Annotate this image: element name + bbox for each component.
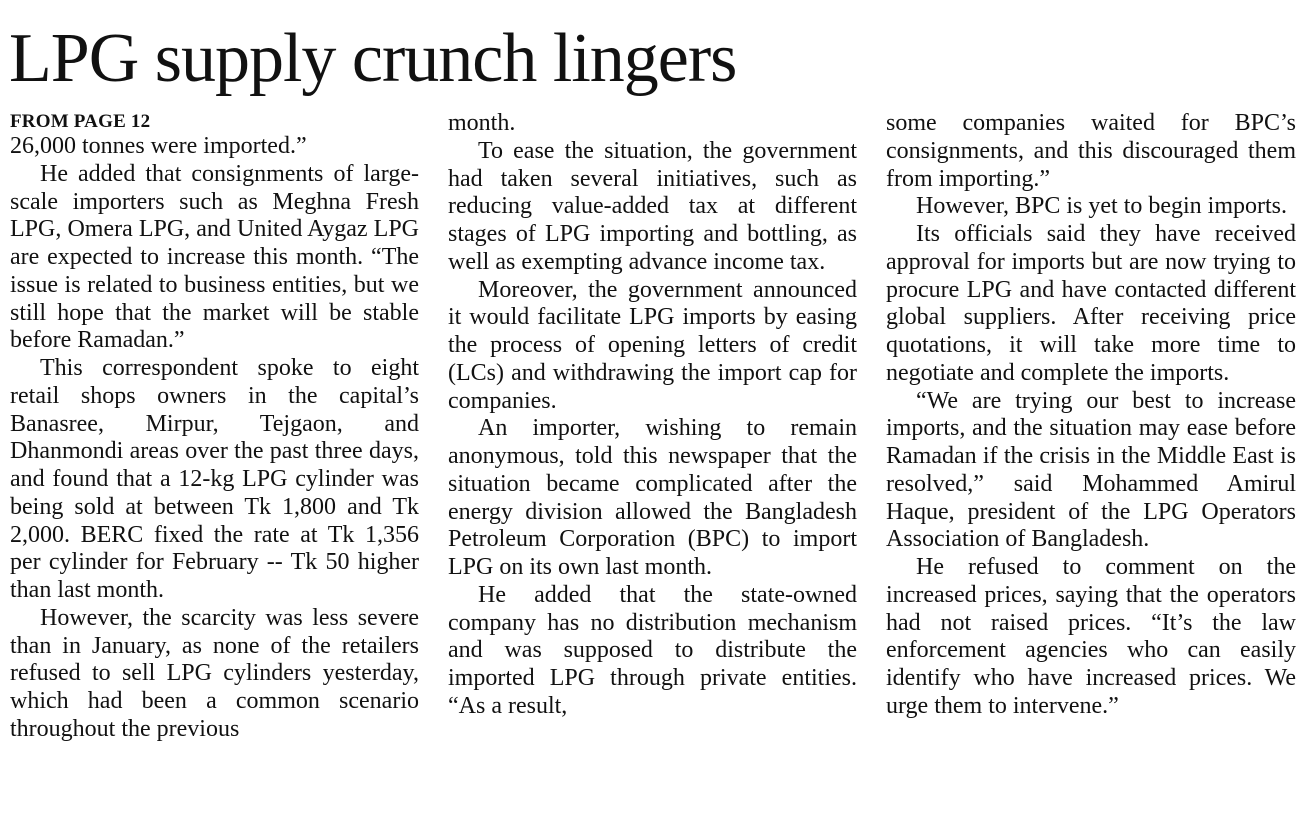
article-column-1 [10,111,419,744]
paragraph: To ease the situation, the government had taken several initiatives, such as reducing value-added tax at different stages of LPG importing and bottling, as well as exempting advance income tax. [448,137,857,275]
paragraph: 26,000 tonnes were imported.” [10,133,307,159]
article-column-3 [886,110,1296,721]
headline: LPG supply crunch lingers [9,20,737,97]
article-column-2 [448,110,857,721]
paragraph: This correspondent spoke to eight retail shops owners in the capital’s Banasree, Mirpur, Tejgaon, and Dhanmondi areas over the past three days, and found that a 12-kg LPG cylinder was being sold at between Tk 1,800 and Tk 2,000. BERC fixed the rate at Tk 1,356 per cylinder for February -- Tk 50 higher than last month. [10,355,419,603]
paragraph: However, BPC is yet to begin imports. [916,193,1288,220]
paragraph: some companies waited for BPC’s consignments, and this discouraged them from importing.” [886,110,1296,192]
paragraph: However, the scarcity was less severe than in January, as none of the retailers refused to sell LPG cylinders yesterday, which had been a common scenario throughout the previous [10,604,419,742]
paragraph: “We are trying our best to increase imports, and the situation may ease before Ramadan if the crisis in the Middle East is resolved,” said Mohammed Amirul Haque, president of the LPG Operators Association of Bangladesh. [886,387,1296,553]
paragraph: An importer, wishing to remain anonymous, told this newspaper that the situation became complicated after the energy division allowed the Bangladesh Petroleum Corporation (BPC) to import LPG on its own last month. [448,415,857,580]
paragraph: month. [448,110,516,136]
continuation-kicker: FROM PAGE 12 [10,111,151,132]
paragraph: Moreover, the government announced it would facilitate LPG imports by easing the process of opening letters of credit (LCs) and withdrawing the import cap for companies. [448,276,857,414]
paragraph: He added that consignments of large-scale importers such as Meghna Fresh LPG, Omera LPG, and United Aygaz LPG are expected to increase this month. “The issue is related to business entities, but we still hope that the market will be stable before Ramadan.” [10,160,419,354]
paragraph: He added that the state-owned company has no distribution mechanism and was supposed to distribute the imported LPG through private entities. “As a result, [448,581,857,719]
paragraph: Its officials said they have received approval for imports but are now trying to procure LPG and have contacted different global suppliers. After receiving price quotations, it will take more time to negotiate and complete the imports. [886,221,1296,386]
paragraph: He refused to comment on the increased prices, saying that the operators had not raised prices. “It’s the law enforcement agencies who can easily identify who have increased prices. We urge them to intervene.” [886,554,1296,719]
